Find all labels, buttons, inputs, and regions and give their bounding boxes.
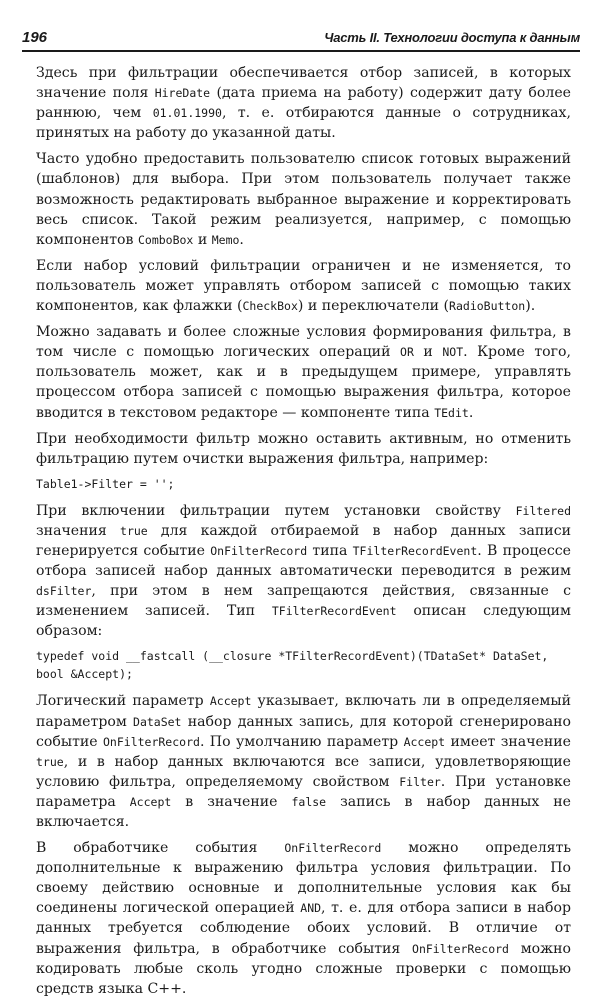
text-run: имеет значение	[445, 733, 571, 750]
text-run: .	[239, 231, 244, 248]
inline-code: ComboBox	[137, 232, 194, 247]
text-run: в значение	[171, 793, 292, 810]
inline-code: TFilterRecordEvent	[352, 543, 478, 558]
inline-code: OnFilterRecord	[412, 941, 509, 956]
text-run: ).	[525, 298, 536, 315]
paragraph	[36, 63, 571, 143]
text-run: ) и переключатели (	[297, 298, 450, 315]
inline-code: 01.01.1990	[152, 106, 222, 121]
inline-code: dsFilter	[36, 584, 92, 599]
inline-code: true	[120, 523, 148, 538]
inline-code: Memo	[211, 232, 240, 247]
body-text	[36, 63, 571, 1005]
inline-code: true	[36, 754, 64, 769]
text-run: набор данных запись, для которой сгенерировано событие	[36, 713, 571, 750]
text-run: , и в набор данных включаются все записи, удовлетворяющие условию фильтра, определяемому свойством	[36, 753, 571, 790]
text-run: описан следующим образом:	[36, 603, 572, 640]
page-header	[22, 26, 580, 52]
text-run: . Кроме того, пользователь может, как и в предыдущем примере, управлять процессом отбора записей с помощью выражения фильтра, которое вводится в текстовом редакторе — компоненте типа	[36, 344, 572, 421]
inline-code: HireDate	[154, 86, 211, 101]
text-run: указывает, включать ли в определяемый параметром	[36, 693, 572, 730]
paragraph	[36, 838, 571, 999]
paragraph	[36, 322, 571, 422]
inline-code: Accept	[209, 694, 252, 709]
text-run: запись в набор данных не включается.	[36, 793, 571, 830]
inline-code: Accept	[403, 734, 446, 749]
text-run: . В процессе отбора записей набор данных автоматически переводится в режим	[36, 542, 571, 580]
inline-code: CheckBox	[242, 299, 298, 314]
text-run: . По умолчанию параметр	[199, 733, 404, 750]
inline-code: TFilterRecordEvent	[271, 604, 397, 619]
inline-code: Filter	[399, 774, 441, 789]
inline-code: OR	[400, 345, 414, 360]
text-run: При необходимости фильтр можно оставить активным, но отменить фильтрацию путем очистки выражения фильтра, например:	[36, 430, 571, 467]
inline-code: AND	[300, 901, 322, 916]
paragraph	[36, 149, 571, 249]
inline-code: TEdit	[434, 405, 469, 420]
text-run: Часто удобно предоставить пользователю список готовых выражений (шаблонов) для выбора. При этом пользователь получает также возможность редактировать выбранное выражение и корректировать весь список. Такой режим реализуется, например, с помощью компонентов	[36, 151, 571, 248]
text-run: В обработчике события	[36, 840, 285, 857]
text-run: можно определять дополнительные к выражению фильтра условия фильтрации. По своему действию основные и дополнительные условия как бы соединены логической операцией	[36, 840, 572, 917]
text-run: можно кодировать любые сколь угодно сложные проверки с помощью средств языка C++.	[36, 940, 571, 997]
text-run: Логический параметр	[36, 693, 210, 710]
text-run: типа	[307, 542, 353, 559]
inline-code: RadioButton	[449, 299, 526, 314]
text-run: . При установке параметра	[36, 773, 571, 810]
inline-code: OnFilterRecord	[210, 543, 308, 558]
text-run: значения	[36, 522, 121, 539]
inline-code: OnFilterRecord	[284, 841, 382, 856]
inline-code: NOT	[442, 345, 464, 360]
code-block: typedef void __fastcall (__closure *TFilterRecordEvent)(TDataSet* DataSet, bool &Accept);	[36, 649, 556, 682]
paragraph	[36, 501, 571, 642]
paragraph	[36, 691, 571, 832]
text-run: Здесь при фильтрации обеспечивается отбор записей, в которых значение поля	[36, 65, 571, 102]
paragraph	[36, 429, 571, 469]
text-run: При включении фильтрации путем установки свойству	[36, 502, 516, 519]
page-number: 196	[22, 29, 48, 46]
text-run: для каждой отбираемой в набор данных записи генерируется событие	[36, 522, 571, 559]
text-run: Если набор условий фильтрации ограничен и не изменяется, то пользователь может управлять отбором записей с помощью таких компонентов, как флажки (	[36, 257, 571, 315]
code-block: Table1->Filter = '';	[36, 476, 175, 491]
running-head: Часть II. Технологии доступа к данным	[324, 30, 580, 45]
inline-code: Filtered	[515, 503, 571, 518]
inline-code: DataSet	[133, 714, 182, 729]
text-run: , т. е. отбираются данные о сотрудниках, принятых на работу до указанной даты.	[36, 105, 571, 142]
text-run: .	[468, 404, 474, 421]
text-run: Можно задавать и более сложные условия формирования фильтра, в том числе с помощью логических операций	[36, 324, 571, 361]
text-run: (дата приема на работу) содержит дату более раннюю, чем	[36, 85, 571, 122]
inline-code: Accept	[129, 794, 172, 809]
paragraph	[36, 256, 571, 316]
text-run: и	[413, 344, 443, 361]
text-run: и	[193, 231, 212, 248]
text-run: , при этом в нем запрещаются действия, связанные с изменением записей. Тип	[36, 583, 571, 620]
inline-code: false	[291, 794, 327, 809]
inline-code: OnFilterRecord	[103, 734, 200, 749]
text-run: , т. е. для отбора записи в набор данных требуется соблюдение обоих условий. В отличие от выражения фильтра, в обработчике события	[36, 900, 571, 957]
